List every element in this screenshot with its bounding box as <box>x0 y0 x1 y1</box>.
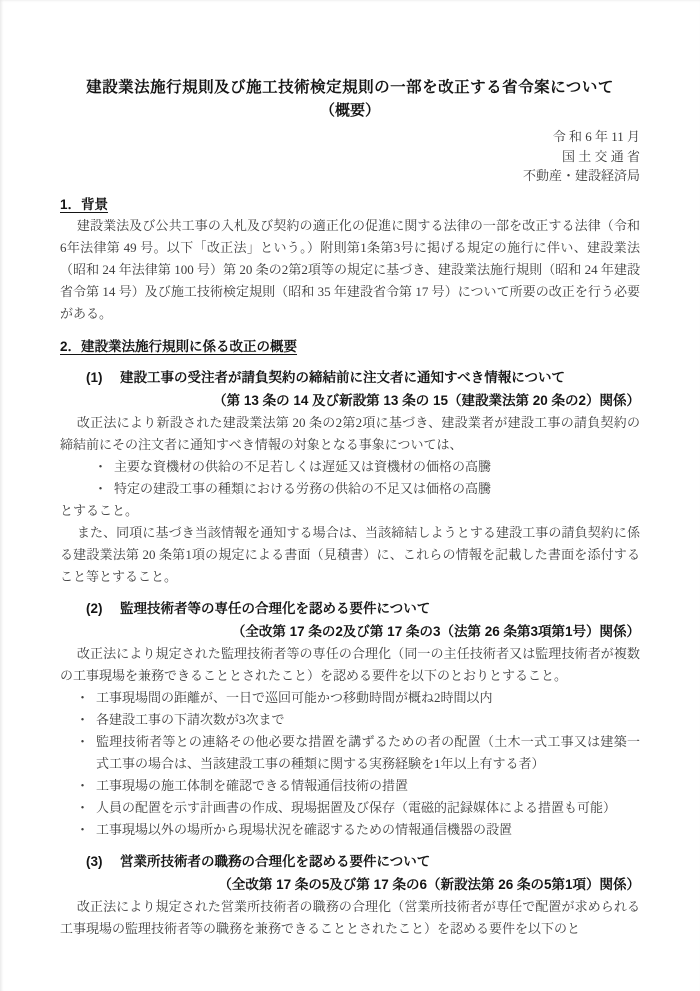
bullet-dot-icon: ・ <box>94 458 108 474</box>
bullet-text: 人員の配置を示す計画書の作成、現場据置及び保存（電磁的記録媒体による措置も可能） <box>96 799 617 815</box>
item-2-bullet-list <box>60 687 640 841</box>
bullet-item <box>60 819 640 841</box>
bullet-item <box>60 709 640 731</box>
item-1-bullet-list <box>60 456 640 500</box>
item-3 <box>60 850 640 940</box>
bullet-item <box>60 687 640 709</box>
section1-body: 建設業法及び公共工事の入札及び契約の適正化の促進に関する法律の一部を改正する法律（令和6年法律第 49 号。以下「改正法」という。）附則第1条第3号に掲げる規定の施行に伴い、建設業法（昭和 24 年法律第 100 号）第 20 条の2第2項等の規定に基づき、建設業法施行規則（昭和 24 年建設省令第 14 号）及び施工技術検定規則（昭和 35 年建設省令第 17 号）について所要の改正を行う必要がある。 <box>60 217 640 321</box>
item-3-reference: （全改第 17 条の5及び第 17 条の6（新設法第 26 条の5第1項）関係） <box>218 876 640 892</box>
item-1-paragraph-2: また、同項に基づき当該情報を通知する場合は、当該締結しようとする建設工事の請負契約に係る建設業法第 20 条第1項の規定による書面（見積書）に、これらの情報を記載した書面を添付すること等とすること。 <box>60 524 640 584</box>
document-title: 建設業法施行規則及び施工技術検定規則の一部を改正する省令案について <box>86 79 614 96</box>
bullet-text: 工事現場間の距離が、一日で巡回可能かつ移動時間が概ね2時間以内 <box>96 689 493 705</box>
bullet-text: 主要な資機材の供給の不足若しくは遅延又は資機材の価格の高騰 <box>114 458 492 474</box>
bullet-text: 工事現場以外の場所から現場状況を確認するための情報通信機器の設置 <box>96 821 513 837</box>
bullet-text: 特定の建設工事の種類における労務の供給の不足又は価格の高騰 <box>114 480 492 496</box>
bullet-dot-icon: ・ <box>76 821 90 837</box>
item-1-closing: とすること。 <box>60 502 139 518</box>
bullet-text: 各建設工事の下請次数が3次まで <box>96 711 285 727</box>
item-1-title: 建設工事の受注者が請負契約の締結前に注文者に通知すべき情報について <box>120 369 565 385</box>
item-3-paragraph-1: 改正法により規定された営業所技術者の職務の合理化（営業所技術者が専任で配置が求められる工事現場の監理技術者等の職務を兼務できることとされたこと）を認める要件を以下のと <box>60 898 640 936</box>
item-2-paragraph-1: 改正法により規定された監理技術者等の専任の合理化（同一の主任技術者又は監理技術者が複数の工事現場を兼務できることとされたこと）を認める要件を以下のとおりとすること。 <box>60 645 640 683</box>
item-2-number: (2) <box>86 600 103 616</box>
item-2 <box>60 597 640 841</box>
item-3-number: (3) <box>86 853 103 869</box>
bullet-item <box>60 731 640 775</box>
bullet-item <box>60 775 640 797</box>
bullet-dot-icon: ・ <box>76 711 90 727</box>
item-2-reference: （全改第 17 条の2及び第 17 条の3（法第 26 条第3項第1号）関係） <box>231 623 640 639</box>
bullet-text: 工事現場の施工体制を確認できる情報通信技術の措置 <box>96 777 409 793</box>
item-1-heading <box>60 366 640 389</box>
bullet-item <box>60 478 640 500</box>
issuer-block <box>60 127 640 186</box>
issuing-bureau: 不動産・建設経済局 <box>522 168 640 183</box>
issue-date: 令 和 6 年 11 月 <box>552 129 640 144</box>
item-3-title: 営業所技術者の職務の合理化を認める要件について <box>120 853 431 869</box>
bullet-dot-icon: ・ <box>76 733 90 749</box>
item-1-paragraph-1: 改正法により新設された建設業法第 20 条の2第2項に基づき、建設業者が建設工事の請負契約の締結前にその注文者に通知すべき情報の対象となる事象については、 <box>60 414 640 452</box>
bullet-text: 監理技術者等との連絡その他必要な措置を講ずるための者の配置（土木一式工事又は建築一式工事の場合は、当該建設工事の種類に関する実務経験を1年以上有する者） <box>96 733 640 771</box>
section2-heading: 2．建設業法施行規則に係る改正の概要 <box>60 338 298 354</box>
bullet-item <box>60 456 640 478</box>
item-1 <box>60 366 640 588</box>
item-3-heading <box>60 850 640 873</box>
bullet-dot-icon: ・ <box>76 689 90 705</box>
section1-heading: 1．背景 <box>60 196 109 212</box>
issuing-ministry: 国 土 交 通 省 <box>561 148 640 164</box>
bullet-dot-icon: ・ <box>76 799 90 815</box>
bullet-dot-icon: ・ <box>94 480 108 496</box>
bullet-dot-icon: ・ <box>76 777 90 793</box>
item-1-reference: （第 13 条の 14 及び新設第 13 条の 15（建設業法第 20 条の2）関係） <box>213 392 640 408</box>
item-1-number: (1) <box>86 369 103 385</box>
item-2-title: 監理技術者等の専任の合理化を認める要件について <box>120 600 431 616</box>
item-2-heading <box>60 597 640 620</box>
document-subtitle: （概要） <box>319 102 380 119</box>
bullet-item <box>60 797 640 819</box>
